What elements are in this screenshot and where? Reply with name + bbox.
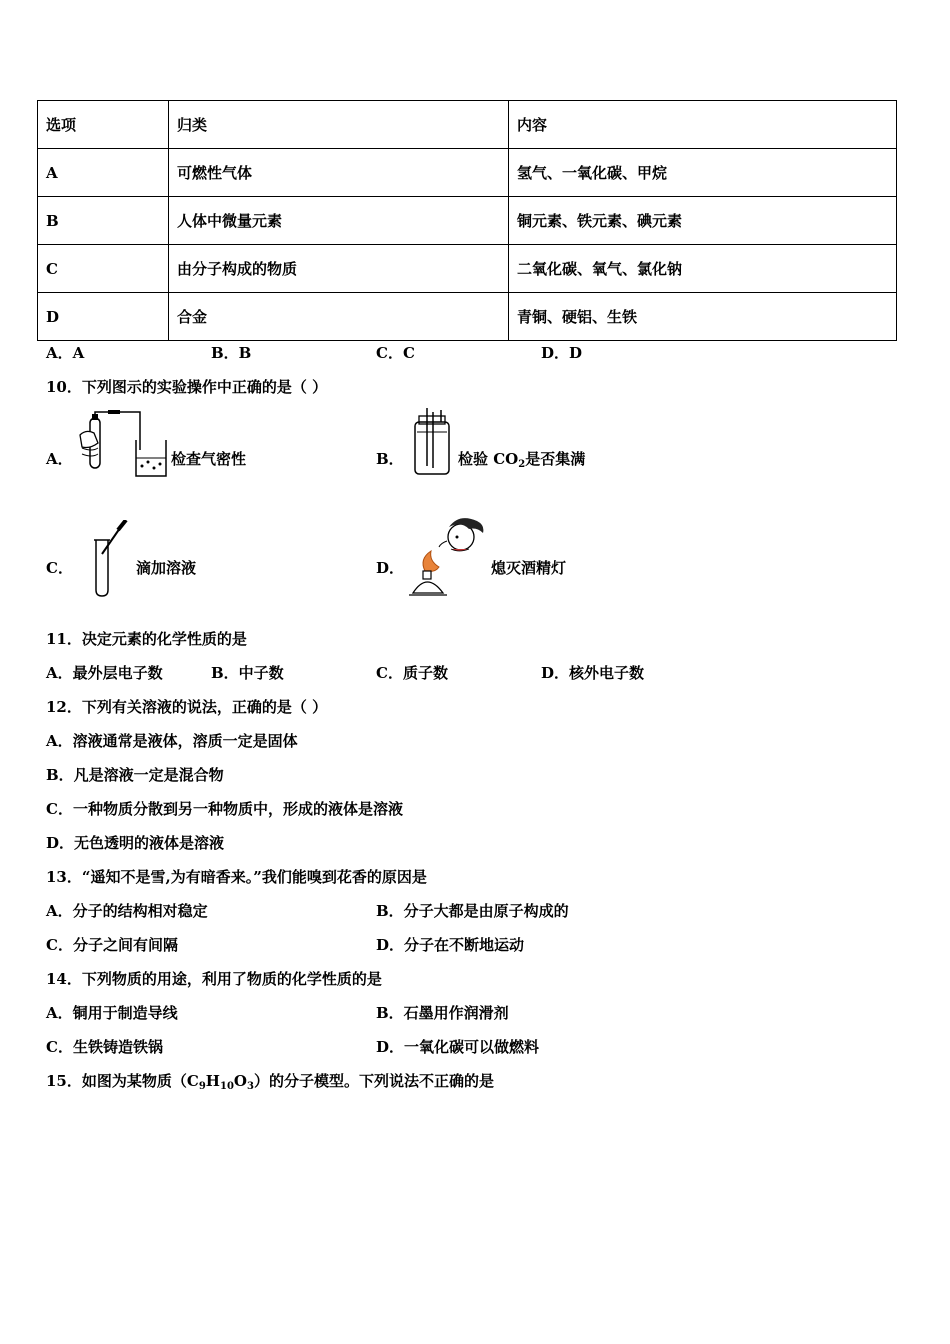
q12-option-d: D．无色透明的液体是溶液 <box>46 834 225 852</box>
table-cell: A <box>38 149 169 197</box>
table-cell: D <box>38 293 169 341</box>
table-row <box>38 293 897 341</box>
option-a: A．A <box>46 344 85 362</box>
question-15-stem: 15．如图为某物质$(C_9H_{10}O_3)$的分子模型。下列说法不正确的是 <box>46 1072 494 1092</box>
table-cell: B <box>38 197 169 245</box>
q11-option-b: B．中子数 <box>211 664 284 682</box>
question-14-stem: 14．下列物质的用途，利用了物质的化学性质的是 <box>46 970 382 988</box>
q10-option-a-letter: A． <box>46 450 73 468</box>
question-13-stem: 13．“遥知不是雪,为有暗香来。”我们能嗅到花香的原因是 <box>46 868 427 886</box>
q10-option-d-letter: D． <box>376 559 405 577</box>
q10-option-c-label: 滴加溶液 <box>136 559 197 577</box>
table-header-row <box>38 101 897 149</box>
q13-option-d: D．分子在不断地运动 <box>376 936 525 954</box>
table-cell: 由分子构成的物质 <box>169 245 509 293</box>
table-row <box>38 197 897 245</box>
co2-test-figure <box>405 408 455 478</box>
table-cell: 铜元素、铁元素、碘元素 <box>509 197 897 245</box>
header-category: 归类 <box>169 101 509 149</box>
option-d: D．D <box>541 344 583 362</box>
q14-option-c: C．生铁铸造铁锅 <box>46 1038 163 1056</box>
q10-option-a-label: 检查气密性 <box>171 450 247 468</box>
table-cell: 人体中微量元素 <box>169 197 509 245</box>
table-cell: 青铜、硬铝、生铁 <box>509 293 897 341</box>
q11-option-d: D．核外电子数 <box>541 664 645 682</box>
table-cell: C <box>38 245 169 293</box>
table-cell: 二氧化碳、氧气、氯化钠 <box>509 245 897 293</box>
q10-option-d-label: 熄灭酒精灯 <box>491 559 567 577</box>
table-cell: 合金 <box>169 293 509 341</box>
table-row <box>38 149 897 197</box>
q13-option-c: C．分子之间有间隔 <box>46 936 178 954</box>
q10-option-c-letter: C． <box>46 559 73 577</box>
q11-option-a: A．最外层电子数 <box>46 664 163 682</box>
q14-option-b: B．石墨用作润滑剂 <box>376 1004 509 1022</box>
table-cell: 可燃性气体 <box>169 149 509 197</box>
option-b: B．B <box>211 344 252 362</box>
q12-option-a: A．溶液通常是液体，溶质一定是固体 <box>46 732 298 750</box>
question-10-stem: 10．下列图示的实验操作中正确的是（ ） <box>46 378 328 396</box>
header-content: 内容 <box>509 101 897 149</box>
question-12-stem: 12．下列有关溶液的说法，正确的是（ ） <box>46 698 328 716</box>
blow-out-lamp-figure <box>403 515 493 601</box>
dropper-figure <box>88 520 138 600</box>
q11-option-c: C．质子数 <box>376 664 448 682</box>
q12-option-b: B．凡是溶液一定是混合物 <box>46 766 224 784</box>
q13-option-a: A．分子的结构相对稳定 <box>46 902 208 920</box>
option-c: C．C <box>376 344 415 362</box>
q14-option-a: A．铜用于制造导线 <box>46 1004 178 1022</box>
table-row <box>38 245 897 293</box>
q13-option-b: B．分子大都是由原子构成的 <box>376 902 569 920</box>
table-cell: 氢气、一氧化碳、甲烷 <box>509 149 897 197</box>
classification-table <box>37 100 897 341</box>
airtightness-check-figure <box>70 410 170 480</box>
q14-option-d: D．一氧化碳可以做燃料 <box>376 1038 540 1056</box>
q10-option-b-letter: B． <box>376 450 404 468</box>
question-11-stem: 11．决定元素的化学性质的是 <box>46 630 247 648</box>
header-option: 选项 <box>38 101 169 149</box>
q10-option-b-label: 检验 $CO_2$是否集满 <box>458 450 586 470</box>
q12-option-c: C．一种物质分散到另一种物质中，形成的液体是溶液 <box>46 800 403 818</box>
